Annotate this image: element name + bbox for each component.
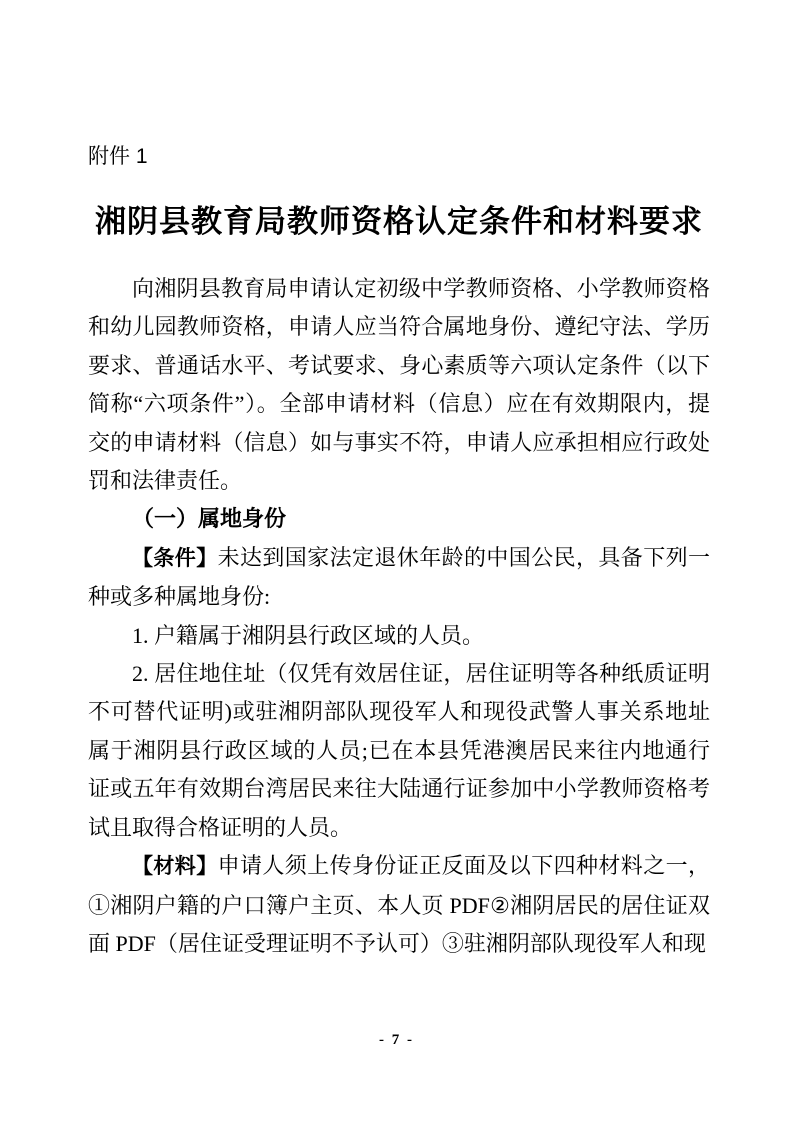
material-label: 【材料】 (132, 855, 218, 879)
section-heading: （一）属地身份 (132, 506, 287, 532)
condition-label: 【条件】 (132, 546, 218, 570)
material-text: 申请人须上传身份证正反面及以下四种材料之一，①湘阴户籍的户口簿户主页、本人页 PDF②湘阴居民的居住证双面 PDF（居住证受理证明不予认可）③驻湘阴部队现役军人和现 (88, 853, 710, 956)
document-title: 湘阴县教育局教师资格认定条件和材料要求 (95, 204, 703, 239)
intro-paragraph: 向湘阴县教育局申请认定初级中学教师资格、小学教师资格和幼儿园教师资格，申请人应当符合属地身份、遵纪守法、学历要求、普通话水平、考试要求、身心素质等六项认定条件（以下简称“六项条件”）。全部申请材料（信息）应在有效期限内，提交的申请材料（信息）如与事实不符，申请人应承担相应行政处罚和法律责任。 (88, 276, 710, 494)
document-body (88, 270, 710, 963)
list-item: 1. 户籍属于湘阴县行政区域的人员。 (132, 622, 485, 648)
condition-paragraph (88, 539, 710, 617)
condition-text: 未达到国家法定退休年龄的中国公民，具备下列一种或多种属地身份: (88, 544, 710, 610)
page-number: - 7 - (379, 1032, 414, 1048)
attachment-label: 附件 1 (88, 145, 148, 168)
page-content (88, 143, 710, 963)
material-paragraph (88, 847, 710, 963)
list-item: 2. 居住地住址（仅凭有效居住证，居住证明等各种纸质证明不可替代证明)或驻湘阴部队现役军人和现役武警人事关系地址属于湘阴县行政区域的人员;已在本县凭港澳居民来往内地通行证或五年有效期台湾居民来往大陆通行证参加中小学教师资格考试且取得合格证明的人员。 (88, 661, 710, 840)
